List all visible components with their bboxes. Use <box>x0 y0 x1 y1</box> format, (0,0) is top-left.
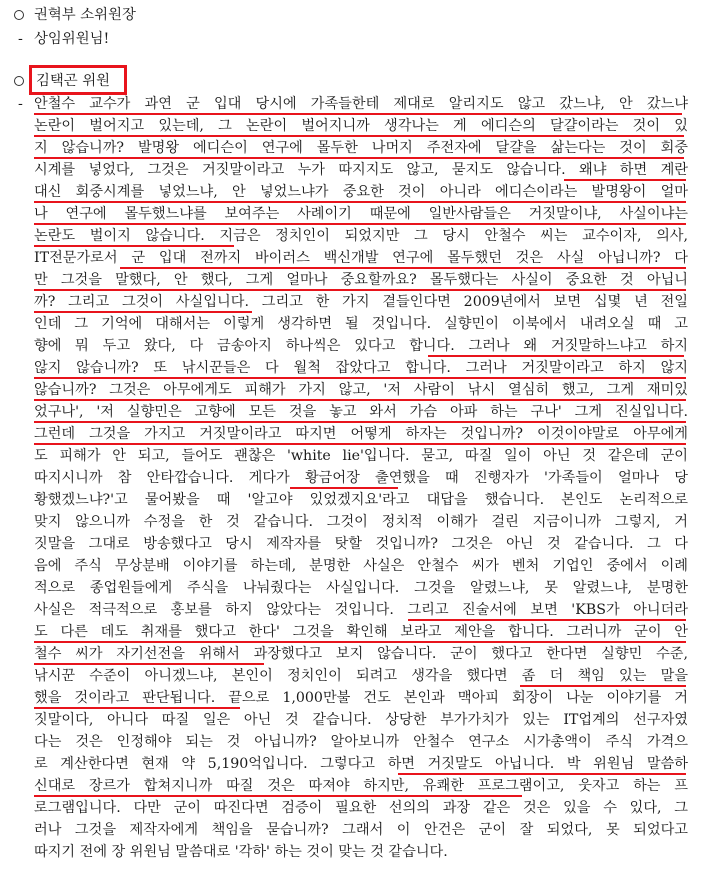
red-underline <box>290 487 398 489</box>
red-underline <box>120 267 686 269</box>
red-underline <box>34 707 240 709</box>
body-text-line: 따지기 전에 장 위원님 말씀대로 '각하' 하는 것이 맞는 것 같습니다. <box>34 844 448 860</box>
body-text-line: 사실은 적극적으로 홍보를 하지 않았다는 것입니다. 그리고 진술서에 보면 'KBS가 아니더라 <box>34 602 688 618</box>
speaker2-name: 김택곤 위원 <box>36 73 111 89</box>
body-text-line: 향에 뭐 두고 왔다, 다 금송아지 하나씩은 있다고 합니다. 그러나 왜 거짓말하느냐고 하지 <box>34 338 688 354</box>
body-text-line: 안철수 교수가 과연 군 입대 당시에 가족들한테 제대로 알리지도 않고 갔느냐, 안 갔느냐 <box>34 96 688 112</box>
body-text-line: 황했겠느냐?'고 물어봤을 때 '알고야 있었겠지요'라고 대답을 했습니다. 본인도 논리적으로 <box>34 492 688 508</box>
red-underline <box>34 377 686 379</box>
body-text-line: 로 계산한다면 현재 약 5,190억입니다. 그렇다고 하면 거짓말도 아닙니다. 박 위원님 말씀하 <box>34 756 688 772</box>
body-text-line: 맞지 않으니까 수정을 한 것 같습니다. 그것이 정치적 이해가 걸린 지금이니까 그렇지, 거 <box>34 514 688 530</box>
body-text-line: 었구나', '저 실향민은 고향에 모든 것을 놓고 와서 가슴 아파 하는 구나' 그게 진실입니다. <box>34 404 688 420</box>
body-text-line: 로그램입니다. 다만 군이 따진다면 검증이 필요한 선의의 과장 같은 것은 있을 수 있다, 그 <box>34 800 688 816</box>
red-underline <box>34 157 684 159</box>
red-underline <box>34 421 686 423</box>
speaker1-text: 상임위원님! <box>34 31 110 47</box>
body-text-line: 철수 씨가 자기선전을 위해서 과장했다고 보지 않습니다. 군이 했다고 한다면 실향민 수준, <box>34 646 688 662</box>
red-underline <box>34 201 686 203</box>
body-text-line: 시계를 넣었다, 그것은 거짓말이라고 누가 따지지도 않고, 묻지도 않습니다. 왜냐 하면 계란 <box>34 162 688 178</box>
body-text-line: 만 그것을 말했다, 안 했다, 그게 얼마나 중요할까요? 몰두했다는 사실이 중요한 것 아닙니 <box>34 272 688 288</box>
red-underline <box>34 641 686 643</box>
body-text-line: 지 않습니까? 발명왕 에디슨이 연구에 몰두한 나머지 주전자에 달걀을 삶는다는 것이 회중 <box>34 140 688 156</box>
body-text-line: 러나 그것을 제작자에게 책임을 묻습니까? 그래서 이 안건은 군이 잘 되었다, 못 되었다고 <box>34 822 688 838</box>
circle-bullet-icon <box>14 76 24 86</box>
red-underline <box>34 399 686 401</box>
red-underline <box>34 289 686 291</box>
body-text-line: 적으로 종업원들에게 주식을 나눠줬다는 사실입니다. 그것을 알렸느냐, 못 알렸느냐, 분명한 <box>34 580 688 596</box>
body-text-line: 음에 주식 무상분배 이야기를 하는데, 분명한 사실은 안철수 씨가 벤처 기업인 중에서 이례 <box>34 558 688 574</box>
body-text-line: 따지시니까 참 안타깝습니다. 게다가 황금어장 출연했을 때 진행자가 '가족들이 얼마나 당 <box>34 470 688 486</box>
body-text-line: 나 연구에 몰두했느냐를 보여주는 사례이기 때문에 일반사람들은 거짓말이냐, 사실이냐는 <box>34 206 688 222</box>
body-text-line: 다는 것은 인정해야 되는 것 아닙니까? 알아보니까 안철수 연구소 시가총액이 주식 가격으 <box>34 734 688 750</box>
body-text-line: 신대로 장르가 합쳐지니까 따질 것은 따져야 하지만, 유쾌한 프로그램이고, 웃자고 하는 프 <box>34 778 688 794</box>
body-text-line: 논란도 벌이지 않습니다. 지금은 정치인이 되었지만 그 당시 안철수 씨는 교수이자, 의사, <box>34 228 688 244</box>
red-underline <box>34 443 686 445</box>
circle-bullet-icon <box>14 10 24 20</box>
body-text-line: 대신 회중시계를 넣었느냐, 안 넣었느냐가 중요한 것이 아니라 에디슨이라는 발명왕이 얼마 <box>34 184 688 200</box>
body-text-line: 짓말이다, 아니다 따질 일은 아닌 것 같습니다. 상당한 부가가치가 있는 IT업계의 선구자였 <box>34 712 688 728</box>
red-underline <box>520 685 686 687</box>
red-underline <box>34 663 264 665</box>
speaker2-highlight-box <box>29 65 127 95</box>
body-text-line: 까? 그리고 그것이 사실입니다. 그리고 한 가지 곁들인다면 2009년에서 보면 십몇 년 전일 <box>34 294 688 310</box>
body-text-line: 도 피해가 안 되고, 들어도 괜찮은 'white lie'입니다. 묻고, 따질 일이 아닌 것 같은데 군이 <box>34 448 688 464</box>
body-text-line: 낚시꾼 수준이 아니겠느냐, 본인이 정치인이 되려고 생각을 했다면 좀 더 책임 있는 말을 <box>34 668 688 684</box>
red-underline <box>564 179 686 181</box>
red-underline <box>34 135 684 137</box>
speaker1-name: 권혁부 소위원장 <box>34 7 136 23</box>
red-underline <box>398 773 686 775</box>
body-text-line: 논란이 벌어지고 있는데, 그 논란이 벌어지니까 생각나는 게 에디슨의 달걀이라는 것이 있 <box>34 118 688 134</box>
body-text-line: 않습니까? 그것은 아무에게도 피해가 가지 않고, '저 사람이 낚시 열심히 했고, 그게 재미있 <box>34 382 688 398</box>
red-underline <box>34 311 252 313</box>
body-text-line: 인데 그 기억에 대해서는 이렇게 생각하면 될 것입니다. 실향민이 이북에서 내려오실 때 고 <box>34 316 688 332</box>
dash-marker: - <box>18 31 23 47</box>
body-text-line: 그런데 그것을 가지고 거짓말이라고 따지면 어떻게 하자는 것입니까? 이것이야말로 아무에게 <box>34 426 688 442</box>
red-underline <box>34 795 522 797</box>
body-text-line: 도 다른 데도 취재를 했다고 한다' 그것을 확인해 보라고 제안을 합니다. 그러니까 군이 안 <box>34 624 688 640</box>
body-text-line: IT전문가로서 군 입대 전까지 바이러스 백신개발 연구에 몰두했던 것은 사실 아닙니까? 다 <box>34 250 688 266</box>
body-text-line: 않지 않습니까? 또 낚시꾼들은 다 월척 잡았다고 합니다. 그러나 거짓말이라고 하지 않지 <box>34 360 688 376</box>
red-underline <box>34 245 234 247</box>
body-text-line: 짓말을 그대로 방송했다고 당시 제작자를 탓할 것입니까? 그것은 아닌 것 같습니다. 그 다 <box>34 536 688 552</box>
red-underline <box>408 619 686 621</box>
body-text-line: 했을 것이라고 판단됩니다. 끝으로 1,000만불 건도 본인과 맥아피 회장이 나눈 이야기를 거 <box>34 690 688 706</box>
red-underline <box>34 113 682 115</box>
red-underline <box>34 223 686 225</box>
red-underline <box>428 355 684 357</box>
dash-marker: - <box>18 96 23 112</box>
